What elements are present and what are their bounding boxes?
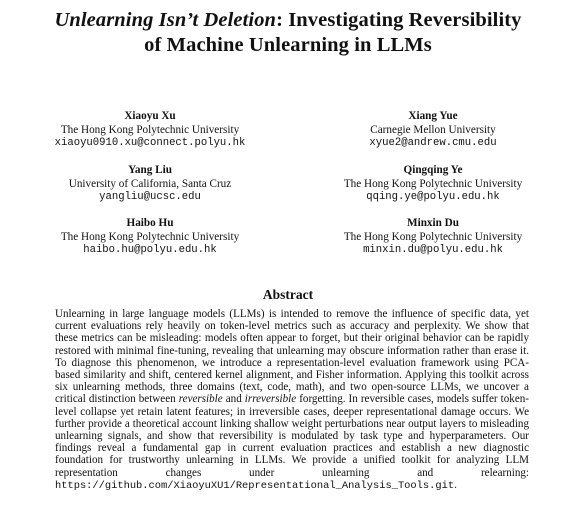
author-email[interactable]: xyue2@andrew.cmu.edu <box>369 137 497 150</box>
title-line-2: of Machine Unlearning in LLMs <box>144 34 432 56</box>
author-name: Minxin Du <box>407 217 459 229</box>
author-name: Xiaoyu Xu <box>124 110 176 122</box>
author-email[interactable]: minxin.du@polyu.edu.hk <box>363 244 503 257</box>
abstract-body <box>55 308 529 492</box>
abstract-italic-reversible: reversible <box>178 393 223 406</box>
author-name: Qingqing Ye <box>403 164 463 176</box>
author-2 <box>288 110 576 151</box>
abstract-text-2: and <box>222 393 245 406</box>
title-line-1 <box>6 8 570 33</box>
author-affiliation: University of California, Santa Cruz <box>68 177 232 190</box>
author-name: Yang Liu <box>128 164 172 176</box>
author-affiliation: The Hong Kong Polytechnic University <box>60 230 240 243</box>
author-email[interactable]: qqing.ye@polyu.edu.hk <box>366 191 500 204</box>
author-email[interactable]: xiaoyu0910.xu@connect.polyu.hk <box>54 137 246 150</box>
author-email[interactable]: yangliu@ucsc.edu <box>99 191 201 204</box>
author-affiliation: The Hong Kong Polytechnic University <box>343 177 523 190</box>
author-name: Xiang Yue <box>408 110 458 122</box>
title-rest-part: : Investigating Reversibility <box>276 9 522 31</box>
author-1 <box>5 110 295 151</box>
author-4 <box>288 164 576 205</box>
author-affiliation: The Hong Kong Polytechnic University <box>343 230 523 243</box>
title-italic-part: Unlearning Isn’t Deletion <box>54 9 277 31</box>
paper-title <box>6 8 570 58</box>
author-5 <box>5 217 295 258</box>
toolkit-url-link[interactable]: https://github.com/XiaoyuXU1/Representational_Analysis_Tools.git <box>55 479 455 492</box>
author-affiliation: The Hong Kong Polytechnic University <box>60 123 240 136</box>
author-name: Haibo Hu <box>126 217 174 229</box>
abstract-italic-irreversible: irreversible <box>244 393 297 406</box>
abstract-text-1: Unlearning in large language models (LLMs) is intended to remove the influence of specific data, yet current evaluations rely heavily on token-level metrics such as accuracy and perplexity. We show that these metrics can be misleading: models often appear to forget, but their original behavior can be rapidly restored with minimal fine-tuning, revealing that unlearning may obscure information rather than erase it. To diagnose this phenomenon, we introduce a representation-level evaluation framework using PCA-based similarity and shift, centered kernel alignment, and Fisher information. Applying this toolkit across six unlearning methods, three domains (text, code, math), and two open-source LLMs, we uncover a critical distinction between <box>55 308 529 406</box>
author-email[interactable]: haibo.hu@polyu.edu.hk <box>83 244 217 257</box>
author-6 <box>288 217 576 258</box>
author-affiliation: Carnegie Mellon University <box>370 123 496 136</box>
abstract-heading: Abstract <box>262 287 314 302</box>
abstract-text-3: forgetting. In reversible cases, models suffer token-level collapse yet retain latent features; in irreversible cases, deeper representational damage occurs. We further provide a theoretical account linking shallow weight perturbations near output layers to misleading unlearning signals, and show that reversibility is modulated by task type and hyperparameters. Our findings reveal a fundamental gap in current evaluation practices and establish a new diagnostic foundation for trustworthy unlearning in LLMs. We provide a unified toolkit for analyzing LLM representation changes under unlearning and relearning: <box>55 393 529 479</box>
author-3 <box>5 164 295 205</box>
abstract-text-4: . <box>454 478 457 491</box>
